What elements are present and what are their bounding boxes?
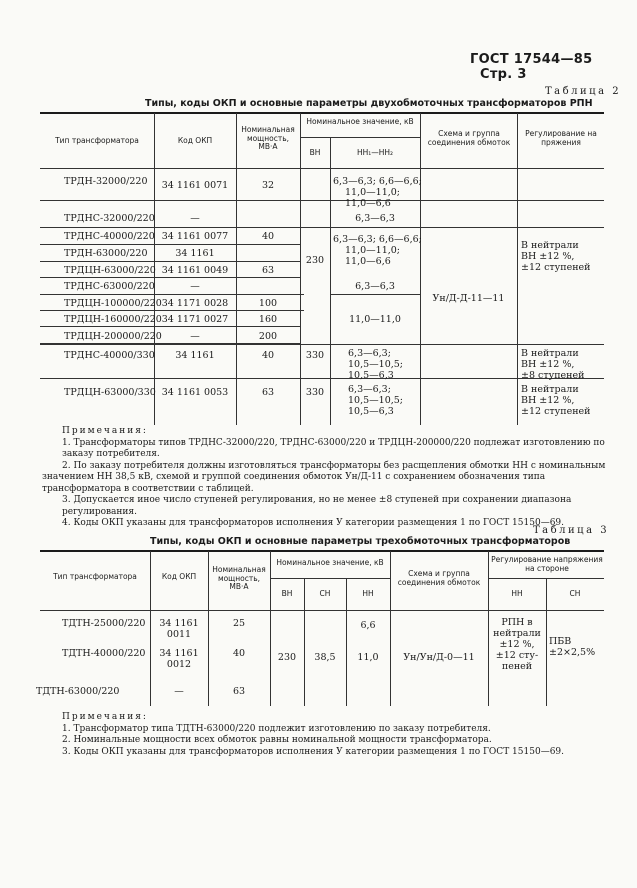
note-item: 2. По заказу потребителя должны изготовляться трансформаторы без расщепления обмотки НН с номинальным значением НН 38,5 кВ, схемой и группой соединения обмоток Ун/Д-11 с сохранением обозначения типа трансформатора в соответствии с таблицей. — [42, 460, 606, 494]
t3-col-nn-header: НН — [362, 589, 374, 598]
note-item: 1. Трансформатор типа ТДТН-63000/220 подлежит изготовлению по заказу потребителя. — [62, 723, 491, 734]
col-vn-header: ВН — [309, 148, 321, 157]
t3-col-reg-nn-header: НН — [511, 589, 523, 598]
table3-title: Типы, коды ОКП и основные параметры трехобмоточных трансформаторов — [150, 536, 571, 547]
t3-col-scheme-header: Схема и группа соединения обмоток — [397, 569, 481, 587]
nn-group-4: 6,3—6,3 — [355, 281, 395, 292]
t3-col-okp-header: Код ОКП — [161, 572, 197, 581]
nn-group-1: 6,3—6,3; 6,6—6,6; 11,0—11,0; 11,0—6,6 — [333, 176, 422, 209]
note-item: 3. Допускается иное число ступеней регулирования, но не менее ±8 ступеней при сохранении диапазона регулирования. — [62, 495, 572, 517]
reg-group-1: В нейтрали ВН ±12 %, ±12 ступеней — [521, 240, 591, 273]
vn-220: 230 — [305, 255, 325, 266]
page-number: Стр. 3 — [480, 67, 527, 82]
note-item: 3. Коды ОКП указаны для трансформаторов исполнения У категории размещения 1 по ГОСТ 15150—69. — [62, 746, 565, 757]
gost-number: ГОСТ 17544—85 — [470, 52, 593, 67]
document-header — [470, 52, 637, 82]
t3-vn-value: 230 — [277, 652, 297, 663]
t3-col-vn-header: ВН — [281, 589, 293, 598]
nn-group-2: 6,3—6,3 — [355, 213, 395, 224]
notes-title: Примечания: — [62, 426, 148, 436]
col-voltage-header: Номинальное значение, кВ — [306, 117, 414, 126]
col-type-header: Тип трансформатора — [55, 136, 139, 145]
note-item: 4. Коды ОКП указаны для трансформаторов исполнения У категории размещения 1 по ГОСТ 15150—69. — [62, 518, 565, 528]
col-reg-header: Регулирование на пряжения — [525, 129, 597, 147]
col-scheme-header: Схема и группа соединения обмоток — [427, 129, 511, 147]
t3-reg-nn: РПН в нейтрали ±12 %, ±12 сту- пеней — [493, 617, 541, 672]
t3-reg-sn: ПБВ ±2×2,5% — [549, 636, 596, 658]
t3-col-reg-sn-header: СН — [569, 589, 581, 598]
vn-330-b: 330 — [305, 387, 325, 398]
note-item: 1. Трансформаторы типов ТРДНС-32000/220, ТРДНС-63000/220 и ТРДЦН-200000/220 подлежат изготовлению по заказу потребителя. — [62, 437, 605, 459]
table2-label: Таблица 2 — [545, 86, 622, 97]
nn-group-6: 6,3—6,3; 10,5—10,5; 10,5—6,3 — [348, 348, 404, 381]
t3-sn-value: 38,5 — [314, 652, 336, 663]
nn-group-5: 11,0—11,0 — [349, 314, 401, 325]
t3-col-type-header: Тип трансформатора — [53, 572, 137, 581]
table2-title: Типы, коды ОКП и основные параметры двухобмоточных трансформаторов РПН — [145, 98, 593, 109]
col-power-header: Номинальная мощность, МВ·А — [241, 125, 295, 151]
note-item: 2. Номинальные мощности всех обмоток равны номинальной мощности трансформатора. — [62, 735, 492, 745]
table3-notes — [62, 712, 607, 758]
nn-group-3: 6,3—6,3; 6,6—6,6; 11,0—11,0; 11,0—6,6 — [333, 234, 422, 267]
t3-col-reg-header: Регулирование напряжения на стороне — [491, 555, 603, 573]
scheme-value: Ун/Д-Д-11—11 — [432, 293, 505, 304]
t3-scheme-value: Ун/Ун/Д-0—11 — [403, 652, 475, 663]
col-okp-header: Код ОКП — [177, 136, 213, 145]
table3-label: Таблица 3 — [533, 525, 610, 536]
t3-col-voltage-header: Номинальное значение, кВ — [276, 558, 384, 567]
nn-group-7: 6,3—6,3; 10,5—10,5; 10,5—6,3 — [348, 384, 404, 417]
vn-330-a: 330 — [305, 350, 325, 361]
notes-title: Примечания: — [62, 712, 148, 722]
col-nn-header: НН₁—НН₂ — [356, 148, 394, 157]
t3-col-power-header: Номинальная мощность, МВ·А — [212, 565, 266, 591]
reg-group-3: В нейтрали ВН ±12 %, ±12 ступеней — [521, 384, 591, 417]
table2-notes — [42, 426, 607, 530]
t3-col-sn-header: СН — [319, 589, 331, 598]
reg-group-2: В нейтрали ВН ±12 %, ±8 ступеней — [521, 348, 585, 381]
